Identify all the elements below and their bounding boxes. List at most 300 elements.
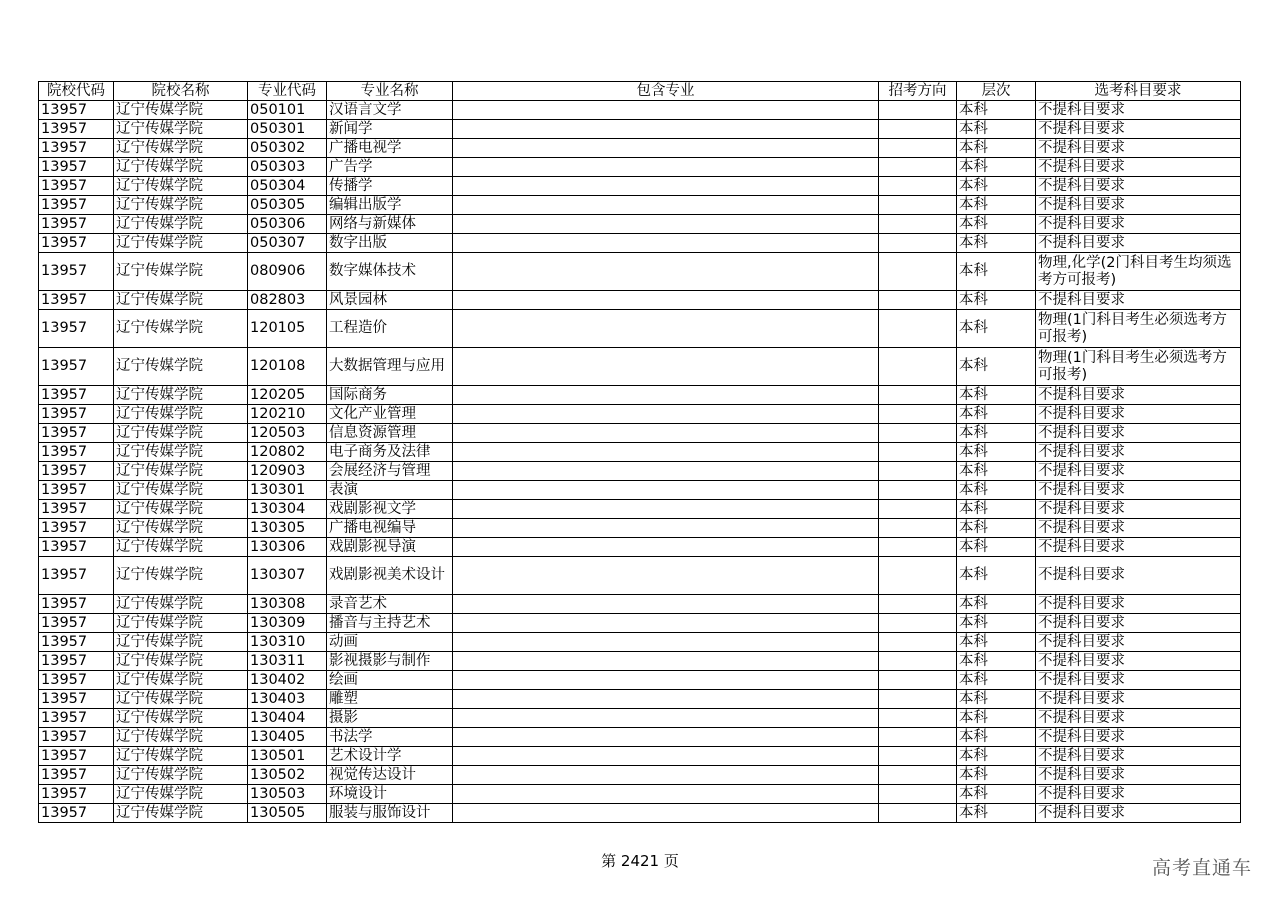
cell-school-name: 辽宁传媒学院 xyxy=(114,101,248,120)
cell-school-name: 辽宁传媒学院 xyxy=(114,215,248,234)
cell-major-name: 会展经济与管理 xyxy=(327,462,453,481)
table-row xyxy=(39,538,1241,557)
cell-direction xyxy=(879,804,957,823)
cell-included-majors xyxy=(453,348,879,386)
cell-major-name: 信息资源管理 xyxy=(327,424,453,443)
cell-direction xyxy=(879,595,957,614)
cell-major-name: 表演 xyxy=(327,481,453,500)
cell-subject-requirement: 不提科目要求 xyxy=(1036,538,1241,557)
cell-school-name: 辽宁传媒学院 xyxy=(114,462,248,481)
cell-level: 本科 xyxy=(957,595,1036,614)
cell-level: 本科 xyxy=(957,120,1036,139)
cell-school-name: 辽宁传媒学院 xyxy=(114,614,248,633)
cell-direction xyxy=(879,728,957,747)
cell-school-code: 13957 xyxy=(39,500,114,519)
cell-subject-requirement: 不提科目要求 xyxy=(1036,671,1241,690)
cell-school-name: 辽宁传媒学院 xyxy=(114,481,248,500)
cell-major-name: 艺术设计学 xyxy=(327,747,453,766)
cell-major-code: 050101 xyxy=(248,101,327,120)
cell-included-majors xyxy=(453,671,879,690)
cell-direction xyxy=(879,405,957,424)
cell-level: 本科 xyxy=(957,709,1036,728)
cell-direction xyxy=(879,348,957,386)
cell-included-majors xyxy=(453,443,879,462)
cell-level: 本科 xyxy=(957,766,1036,785)
header-included-majors: 包含专业 xyxy=(453,82,879,101)
table-row xyxy=(39,405,1241,424)
cell-major-code: 130404 xyxy=(248,709,327,728)
table-row xyxy=(39,139,1241,158)
cell-major-name: 戏剧影视美术设计 xyxy=(327,557,453,595)
cell-major-code: 130402 xyxy=(248,671,327,690)
cell-school-name: 辽宁传媒学院 xyxy=(114,424,248,443)
cell-included-majors xyxy=(453,234,879,253)
cell-school-code: 13957 xyxy=(39,519,114,538)
cell-subject-requirement: 不提科目要求 xyxy=(1036,462,1241,481)
cell-direction xyxy=(879,139,957,158)
cell-major-code: 082803 xyxy=(248,291,327,310)
cell-included-majors xyxy=(453,177,879,196)
table-row xyxy=(39,633,1241,652)
cell-included-majors xyxy=(453,291,879,310)
cell-direction xyxy=(879,652,957,671)
cell-included-majors xyxy=(453,196,879,215)
cell-direction xyxy=(879,462,957,481)
cell-major-code: 050307 xyxy=(248,234,327,253)
cell-direction xyxy=(879,120,957,139)
cell-direction xyxy=(879,709,957,728)
cell-major-code: 050302 xyxy=(248,139,327,158)
cell-included-majors xyxy=(453,633,879,652)
cell-major-name: 雕塑 xyxy=(327,690,453,709)
cell-major-name: 服装与服饰设计 xyxy=(327,804,453,823)
cell-school-name: 辽宁传媒学院 xyxy=(114,348,248,386)
cell-included-majors xyxy=(453,405,879,424)
cell-direction xyxy=(879,538,957,557)
table-row xyxy=(39,196,1241,215)
cell-subject-requirement: 不提科目要求 xyxy=(1036,519,1241,538)
table-row xyxy=(39,424,1241,443)
cell-subject-requirement: 物理(1门科目考生必须选考方可报考) xyxy=(1036,310,1241,348)
cell-school-name: 辽宁传媒学院 xyxy=(114,690,248,709)
cell-school-code: 13957 xyxy=(39,690,114,709)
cell-major-code: 130306 xyxy=(248,538,327,557)
cell-school-code: 13957 xyxy=(39,481,114,500)
cell-direction xyxy=(879,633,957,652)
cell-included-majors xyxy=(453,500,879,519)
cell-major-name: 风景园林 xyxy=(327,291,453,310)
cell-school-code: 13957 xyxy=(39,120,114,139)
cell-school-code: 13957 xyxy=(39,291,114,310)
cell-major-name: 录音艺术 xyxy=(327,595,453,614)
cell-direction xyxy=(879,481,957,500)
cell-major-name: 新闻学 xyxy=(327,120,453,139)
cell-included-majors xyxy=(453,481,879,500)
cell-direction xyxy=(879,215,957,234)
cell-level: 本科 xyxy=(957,652,1036,671)
cell-major-name: 数字出版 xyxy=(327,234,453,253)
cell-major-code: 120108 xyxy=(248,348,327,386)
cell-subject-requirement: 不提科目要求 xyxy=(1036,101,1241,120)
cell-direction xyxy=(879,158,957,177)
cell-major-name: 电子商务及法律 xyxy=(327,443,453,462)
cell-school-code: 13957 xyxy=(39,139,114,158)
cell-major-name: 戏剧影视导演 xyxy=(327,538,453,557)
cell-school-name: 辽宁传媒学院 xyxy=(114,196,248,215)
cell-school-name: 辽宁传媒学院 xyxy=(114,804,248,823)
cell-major-code: 120205 xyxy=(248,386,327,405)
cell-school-code: 13957 xyxy=(39,215,114,234)
cell-school-code: 13957 xyxy=(39,709,114,728)
cell-level: 本科 xyxy=(957,519,1036,538)
cell-school-code: 13957 xyxy=(39,728,114,747)
cell-school-name: 辽宁传媒学院 xyxy=(114,158,248,177)
table-row xyxy=(39,728,1241,747)
cell-direction xyxy=(879,671,957,690)
cell-major-name: 传播学 xyxy=(327,177,453,196)
cell-school-code: 13957 xyxy=(39,101,114,120)
cell-major-code: 050304 xyxy=(248,177,327,196)
table-row xyxy=(39,120,1241,139)
cell-school-code: 13957 xyxy=(39,158,114,177)
cell-included-majors xyxy=(453,785,879,804)
cell-level: 本科 xyxy=(957,101,1036,120)
cell-level: 本科 xyxy=(957,443,1036,462)
cell-school-name: 辽宁传媒学院 xyxy=(114,386,248,405)
cell-school-name: 辽宁传媒学院 xyxy=(114,120,248,139)
cell-level: 本科 xyxy=(957,785,1036,804)
cell-major-name: 摄影 xyxy=(327,709,453,728)
cell-school-code: 13957 xyxy=(39,462,114,481)
cell-included-majors xyxy=(453,652,879,671)
cell-included-majors xyxy=(453,462,879,481)
cell-school-code: 13957 xyxy=(39,177,114,196)
cell-school-name: 辽宁传媒学院 xyxy=(114,139,248,158)
cell-school-code: 13957 xyxy=(39,557,114,595)
cell-major-code: 130502 xyxy=(248,766,327,785)
cell-school-code: 13957 xyxy=(39,234,114,253)
table-row xyxy=(39,709,1241,728)
cell-school-name: 辽宁传媒学院 xyxy=(114,766,248,785)
cell-included-majors xyxy=(453,709,879,728)
table-row xyxy=(39,101,1241,120)
cell-school-name: 辽宁传媒学院 xyxy=(114,500,248,519)
cell-direction xyxy=(879,500,957,519)
cell-subject-requirement: 不提科目要求 xyxy=(1036,139,1241,158)
cell-major-code: 130501 xyxy=(248,747,327,766)
cell-subject-requirement: 不提科目要求 xyxy=(1036,728,1241,747)
cell-included-majors xyxy=(453,747,879,766)
cell-major-name: 广播电视编导 xyxy=(327,519,453,538)
cell-major-code: 080906 xyxy=(248,253,327,291)
cell-school-name: 辽宁传媒学院 xyxy=(114,785,248,804)
table-row xyxy=(39,652,1241,671)
table-row xyxy=(39,671,1241,690)
table-row xyxy=(39,158,1241,177)
cell-school-code: 13957 xyxy=(39,196,114,215)
cell-major-name: 广告学 xyxy=(327,158,453,177)
table-body xyxy=(39,101,1241,823)
cell-subject-requirement: 不提科目要求 xyxy=(1036,120,1241,139)
cell-subject-requirement: 不提科目要求 xyxy=(1036,690,1241,709)
cell-included-majors xyxy=(453,728,879,747)
header-school-code: 院校代码 xyxy=(39,82,114,101)
table-row xyxy=(39,557,1241,595)
cell-level: 本科 xyxy=(957,196,1036,215)
cell-major-name: 网络与新媒体 xyxy=(327,215,453,234)
cell-school-name: 辽宁传媒学院 xyxy=(114,519,248,538)
cell-included-majors xyxy=(453,766,879,785)
cell-school-code: 13957 xyxy=(39,405,114,424)
cell-school-name: 辽宁传媒学院 xyxy=(114,310,248,348)
cell-major-code: 050306 xyxy=(248,215,327,234)
cell-subject-requirement: 不提科目要求 xyxy=(1036,709,1241,728)
page-number: 第 2421 页 xyxy=(601,852,679,870)
cell-school-code: 13957 xyxy=(39,538,114,557)
cell-school-code: 13957 xyxy=(39,785,114,804)
cell-level: 本科 xyxy=(957,671,1036,690)
cell-direction xyxy=(879,310,957,348)
cell-subject-requirement: 不提科目要求 xyxy=(1036,595,1241,614)
cell-included-majors xyxy=(453,690,879,709)
cell-major-code: 050301 xyxy=(248,120,327,139)
cell-school-name: 辽宁传媒学院 xyxy=(114,709,248,728)
cell-level: 本科 xyxy=(957,253,1036,291)
cell-major-code: 130307 xyxy=(248,557,327,595)
cell-school-code: 13957 xyxy=(39,253,114,291)
cell-school-name: 辽宁传媒学院 xyxy=(114,633,248,652)
header-major-code: 专业代码 xyxy=(248,82,327,101)
cell-major-code: 130301 xyxy=(248,481,327,500)
cell-major-code: 130505 xyxy=(248,804,327,823)
cell-direction xyxy=(879,747,957,766)
cell-subject-requirement: 不提科目要求 xyxy=(1036,785,1241,804)
cell-school-name: 辽宁传媒学院 xyxy=(114,747,248,766)
cell-level: 本科 xyxy=(957,310,1036,348)
cell-subject-requirement: 不提科目要求 xyxy=(1036,291,1241,310)
cell-level: 本科 xyxy=(957,348,1036,386)
cell-level: 本科 xyxy=(957,386,1036,405)
cell-direction xyxy=(879,766,957,785)
cell-major-name: 播音与主持艺术 xyxy=(327,614,453,633)
cell-subject-requirement: 不提科目要求 xyxy=(1036,766,1241,785)
cell-direction xyxy=(879,253,957,291)
cell-school-code: 13957 xyxy=(39,804,114,823)
admissions-table xyxy=(38,81,1241,823)
cell-school-code: 13957 xyxy=(39,443,114,462)
cell-major-name: 数字媒体技术 xyxy=(327,253,453,291)
cell-major-name: 广播电视学 xyxy=(327,139,453,158)
header-subject-requirement: 选考科目要求 xyxy=(1036,82,1241,101)
cell-included-majors xyxy=(453,253,879,291)
cell-major-name: 环境设计 xyxy=(327,785,453,804)
cell-major-name: 戏剧影视文学 xyxy=(327,500,453,519)
cell-direction xyxy=(879,234,957,253)
cell-subject-requirement: 不提科目要求 xyxy=(1036,652,1241,671)
table-row xyxy=(39,481,1241,500)
cell-subject-requirement: 不提科目要求 xyxy=(1036,405,1241,424)
cell-school-name: 辽宁传媒学院 xyxy=(114,652,248,671)
cell-subject-requirement: 不提科目要求 xyxy=(1036,614,1241,633)
cell-direction xyxy=(879,424,957,443)
cell-major-code: 130308 xyxy=(248,595,327,614)
cell-subject-requirement: 不提科目要求 xyxy=(1036,196,1241,215)
cell-school-code: 13957 xyxy=(39,348,114,386)
cell-included-majors xyxy=(453,120,879,139)
cell-major-code: 120105 xyxy=(248,310,327,348)
header-direction: 招考方向 xyxy=(879,82,957,101)
cell-level: 本科 xyxy=(957,215,1036,234)
cell-major-code: 130403 xyxy=(248,690,327,709)
cell-major-name: 大数据管理与应用 xyxy=(327,348,453,386)
cell-school-code: 13957 xyxy=(39,595,114,614)
cell-included-majors xyxy=(453,101,879,120)
cell-level: 本科 xyxy=(957,633,1036,652)
cell-school-name: 辽宁传媒学院 xyxy=(114,253,248,291)
cell-level: 本科 xyxy=(957,158,1036,177)
cell-major-code: 130503 xyxy=(248,785,327,804)
cell-school-name: 辽宁传媒学院 xyxy=(114,405,248,424)
cell-level: 本科 xyxy=(957,462,1036,481)
cell-major-name: 文化产业管理 xyxy=(327,405,453,424)
cell-direction xyxy=(879,177,957,196)
cell-level: 本科 xyxy=(957,500,1036,519)
table-row xyxy=(39,747,1241,766)
cell-level: 本科 xyxy=(957,690,1036,709)
cell-level: 本科 xyxy=(957,291,1036,310)
cell-school-code: 13957 xyxy=(39,424,114,443)
cell-school-code: 13957 xyxy=(39,747,114,766)
cell-major-code: 130405 xyxy=(248,728,327,747)
watermark: 高考直通车 xyxy=(1151,857,1252,879)
cell-direction xyxy=(879,557,957,595)
cell-level: 本科 xyxy=(957,538,1036,557)
table-row xyxy=(39,766,1241,785)
cell-major-name: 视觉传达设计 xyxy=(327,766,453,785)
table-row xyxy=(39,500,1241,519)
cell-included-majors xyxy=(453,158,879,177)
table-row xyxy=(39,253,1241,291)
cell-subject-requirement: 物理(1门科目考生必须选考方可报考) xyxy=(1036,348,1241,386)
cell-major-code: 130305 xyxy=(248,519,327,538)
table-row xyxy=(39,348,1241,386)
cell-direction xyxy=(879,101,957,120)
cell-school-code: 13957 xyxy=(39,633,114,652)
cell-school-name: 辽宁传媒学院 xyxy=(114,671,248,690)
cell-major-name: 绘画 xyxy=(327,671,453,690)
cell-included-majors xyxy=(453,310,879,348)
cell-level: 本科 xyxy=(957,804,1036,823)
cell-major-code: 130304 xyxy=(248,500,327,519)
cell-school-code: 13957 xyxy=(39,310,114,348)
cell-subject-requirement: 不提科目要求 xyxy=(1036,557,1241,595)
table-row xyxy=(39,595,1241,614)
cell-level: 本科 xyxy=(957,177,1036,196)
cell-major-code: 130310 xyxy=(248,633,327,652)
cell-major-name: 动画 xyxy=(327,633,453,652)
cell-included-majors xyxy=(453,557,879,595)
cell-major-name: 影视摄影与制作 xyxy=(327,652,453,671)
cell-school-name: 辽宁传媒学院 xyxy=(114,443,248,462)
cell-direction xyxy=(879,690,957,709)
cell-direction xyxy=(879,443,957,462)
table-row xyxy=(39,614,1241,633)
cell-major-code: 050303 xyxy=(248,158,327,177)
table-header-row xyxy=(39,82,1241,101)
cell-major-code: 050305 xyxy=(248,196,327,215)
header-school-name: 院校名称 xyxy=(114,82,248,101)
cell-level: 本科 xyxy=(957,234,1036,253)
cell-major-name: 汉语言文学 xyxy=(327,101,453,120)
cell-subject-requirement: 不提科目要求 xyxy=(1036,747,1241,766)
cell-subject-requirement: 不提科目要求 xyxy=(1036,804,1241,823)
cell-subject-requirement: 物理,化学(2门科目考生均须选考方可报考) xyxy=(1036,253,1241,291)
table-row xyxy=(39,291,1241,310)
cell-major-name: 书法学 xyxy=(327,728,453,747)
cell-included-majors xyxy=(453,519,879,538)
cell-direction xyxy=(879,386,957,405)
cell-school-name: 辽宁传媒学院 xyxy=(114,538,248,557)
table-row xyxy=(39,519,1241,538)
cell-school-name: 辽宁传媒学院 xyxy=(114,728,248,747)
table-row xyxy=(39,443,1241,462)
table-row xyxy=(39,234,1241,253)
cell-subject-requirement: 不提科目要求 xyxy=(1036,633,1241,652)
cell-major-code: 130311 xyxy=(248,652,327,671)
cell-included-majors xyxy=(453,614,879,633)
cell-school-code: 13957 xyxy=(39,614,114,633)
table-row xyxy=(39,386,1241,405)
cell-included-majors xyxy=(453,538,879,557)
cell-level: 本科 xyxy=(957,747,1036,766)
cell-direction xyxy=(879,291,957,310)
header-major-name: 专业名称 xyxy=(327,82,453,101)
cell-subject-requirement: 不提科目要求 xyxy=(1036,158,1241,177)
cell-subject-requirement: 不提科目要求 xyxy=(1036,177,1241,196)
cell-included-majors xyxy=(453,804,879,823)
cell-school-name: 辽宁传媒学院 xyxy=(114,234,248,253)
cell-school-code: 13957 xyxy=(39,386,114,405)
cell-school-code: 13957 xyxy=(39,652,114,671)
cell-school-code: 13957 xyxy=(39,766,114,785)
cell-subject-requirement: 不提科目要求 xyxy=(1036,234,1241,253)
cell-school-name: 辽宁传媒学院 xyxy=(114,291,248,310)
cell-included-majors xyxy=(453,386,879,405)
cell-subject-requirement: 不提科目要求 xyxy=(1036,500,1241,519)
table-row xyxy=(39,785,1241,804)
cell-subject-requirement: 不提科目要求 xyxy=(1036,443,1241,462)
cell-major-code: 120210 xyxy=(248,405,327,424)
cell-major-code: 120503 xyxy=(248,424,327,443)
cell-included-majors xyxy=(453,215,879,234)
cell-direction xyxy=(879,519,957,538)
cell-level: 本科 xyxy=(957,614,1036,633)
cell-direction xyxy=(879,614,957,633)
cell-level: 本科 xyxy=(957,481,1036,500)
cell-included-majors xyxy=(453,424,879,443)
cell-direction xyxy=(879,785,957,804)
cell-major-code: 130309 xyxy=(248,614,327,633)
cell-included-majors xyxy=(453,139,879,158)
table-row xyxy=(39,177,1241,196)
cell-subject-requirement: 不提科目要求 xyxy=(1036,424,1241,443)
cell-major-name: 国际商务 xyxy=(327,386,453,405)
cell-included-majors xyxy=(453,595,879,614)
table-row xyxy=(39,462,1241,481)
cell-school-name: 辽宁传媒学院 xyxy=(114,595,248,614)
cell-major-name: 工程造价 xyxy=(327,310,453,348)
table-row xyxy=(39,804,1241,823)
